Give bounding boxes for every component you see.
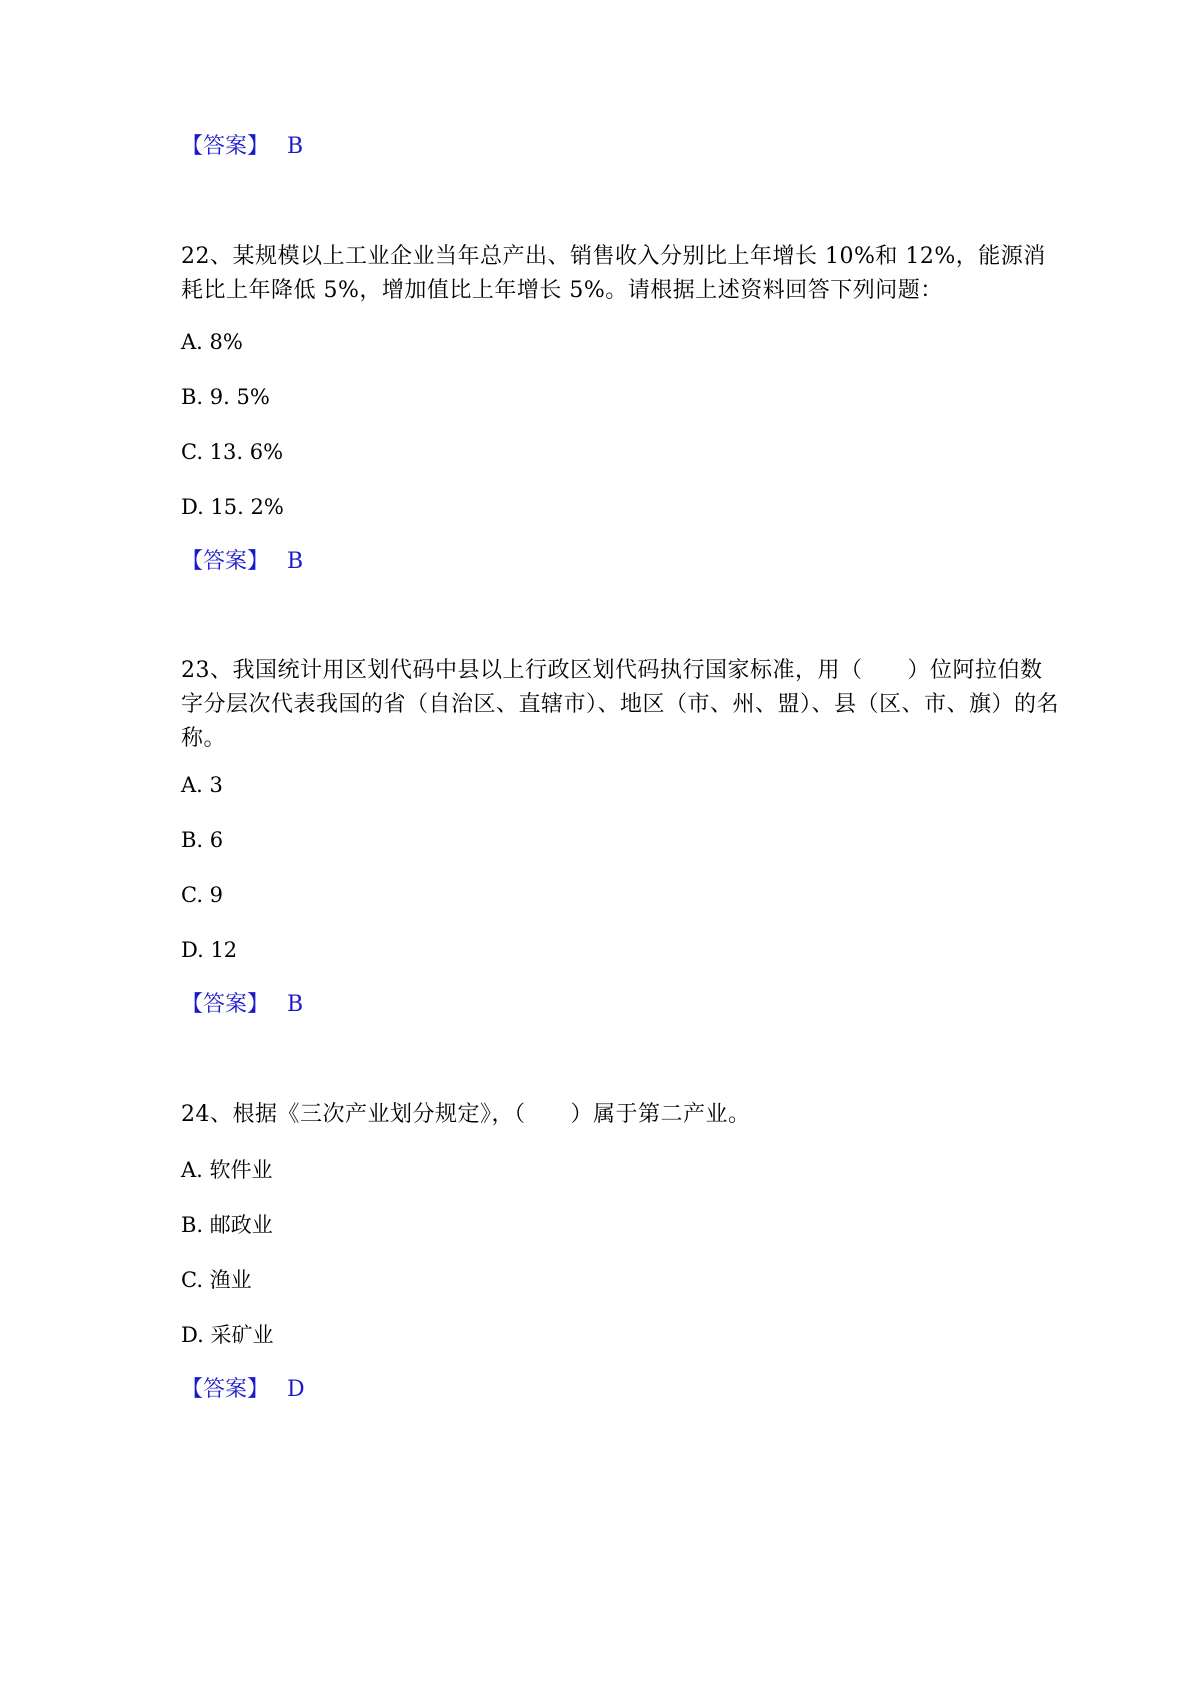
question-24-text: 24、根据《三次产业划分规定》，（ ）属于第二产业。 xyxy=(181,1102,751,1127)
answer-label: 【答案】 xyxy=(181,134,270,159)
question-23-option-a: A. 3 xyxy=(181,773,223,797)
answer-label: 【答案】 xyxy=(181,549,270,574)
question-23-option-d: D. 12 xyxy=(181,938,238,962)
answer-value: B xyxy=(287,992,304,1017)
question-23-text: 23、我国统计用区划代码中县以上行政区划代码执行国家标准，用（ ）位阿拉伯数字分层次代表我国的省（自治区、直辖市）、地区（市、州、盟）、县（区、市、旗）的名称。 xyxy=(181,658,1060,751)
answer-line xyxy=(181,131,1061,163)
answer-label: 【答案】 xyxy=(181,992,270,1017)
answer-value: B xyxy=(287,549,304,574)
question-22-option-b: B. 9. 5% xyxy=(181,385,270,409)
question-24-option-c: C. 渔业 xyxy=(181,1268,252,1292)
question-22-option-a: A. 8% xyxy=(181,330,243,354)
question-24-option-a: A. 软件业 xyxy=(181,1158,273,1182)
answer-label: 【答案】 xyxy=(181,1377,270,1402)
question-22-text: 22、某规模以上工业企业当年总产出、销售收入分别比上年增长 10%和 12%，能源消耗比上年降低 5%，增加值比上年增长 5%。请根据上述资料回答下列问题： xyxy=(181,244,1046,303)
question-22-answer xyxy=(181,546,1061,578)
question-23-option-b: B. 6 xyxy=(181,828,224,852)
question-23-answer xyxy=(181,989,1061,1021)
question-23-option-c: C. 9 xyxy=(181,883,224,907)
question-24-option-d: D. 采矿业 xyxy=(181,1323,274,1347)
answer-value: D xyxy=(287,1377,305,1402)
question-22-option-c: C. 13. 6% xyxy=(181,440,284,464)
question-24-answer xyxy=(181,1374,1061,1406)
question-22-option-d: D. 15. 2% xyxy=(181,495,284,519)
question-24-option-b: B. 邮政业 xyxy=(181,1213,273,1237)
answer-value: B xyxy=(287,134,304,159)
